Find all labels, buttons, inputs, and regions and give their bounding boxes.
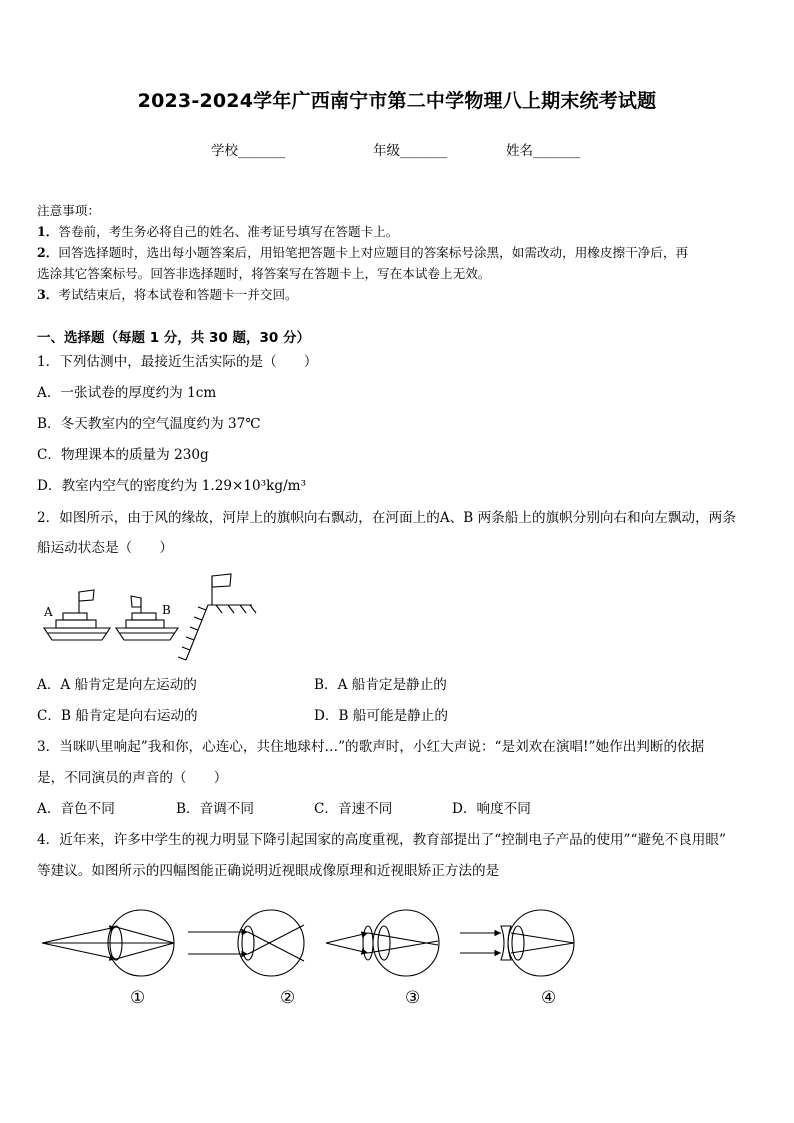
figure-caption-3: ③ bbox=[405, 988, 421, 1008]
q3-stem-line2: 是，不同演员的声音的（ ） bbox=[37, 770, 228, 786]
note-item-2 bbox=[37, 242, 688, 263]
q4-stem-line1: 4．近年来，许多中学生的视力明显下降引起国家的高度重视，教育部提出了“控制电子产品的使用”“避免不良用眼” bbox=[37, 832, 726, 848]
q3-option-c: C．音速不同 bbox=[314, 801, 393, 817]
section-heading: 一、选择题（每题 1 分，共 30 题，30 分） bbox=[37, 330, 310, 346]
eye-diagram-2 bbox=[188, 910, 304, 976]
figure-caption-1: ① bbox=[130, 988, 146, 1008]
name-field: 姓名_______ bbox=[506, 143, 581, 159]
q4-stem-line2: 等建议。如图所示的四幅图能正确说明近视眼成像原理和近视眼矫正方法的是 bbox=[37, 863, 500, 879]
q2-option-d: D．B 船可能是静止的 bbox=[314, 708, 448, 724]
grade-field: 年级_______ bbox=[373, 143, 448, 159]
q1-option-d: D．教室内空气的密度约为 1.29×10³kg/m³ bbox=[37, 478, 307, 494]
q1-option-c: C．物理课本的质量为 230g bbox=[37, 447, 209, 463]
note-text: 选涂其它答案标号。回答非选择题时，将答案写在答题卡上，写在本试卷上无效。 bbox=[37, 266, 491, 281]
note-text: 回答选择题时，选出每小题答案后，用铅笔把答题卡上对应题目的答案标号涂黑，如需改动，用橡皮擦干净后，再 bbox=[58, 245, 689, 260]
boats-figure bbox=[36, 570, 266, 665]
river-bank bbox=[178, 574, 256, 660]
q1-option-b: B．冬天教室内的空气温度约为 37℃ bbox=[37, 416, 261, 432]
page-title: 2023-2024学年广西南宁市第二中学物理八上期末统考试题 bbox=[137, 90, 657, 112]
note-text: 考试结束后，将本试卷和答题卡一并交回。 bbox=[58, 287, 298, 302]
q1-option-a: A．一张试卷的厚度约为 1cm bbox=[37, 385, 217, 401]
boat-a-label: A bbox=[44, 605, 53, 619]
note-item-3 bbox=[37, 284, 298, 305]
q3-option-d: D．响度不同 bbox=[452, 801, 531, 817]
notes-heading: 注意事项： bbox=[37, 203, 100, 218]
q1-stem: 1．下列估测中，最接近生活实际的是（ ） bbox=[37, 354, 318, 370]
boat-a bbox=[44, 590, 110, 640]
note-number: 1． bbox=[37, 224, 59, 239]
note-number: 3． bbox=[37, 287, 59, 302]
q2-option-c: C．B 船肯定是向右运动的 bbox=[37, 708, 198, 724]
eye-diagram-1 bbox=[42, 910, 174, 976]
note-item-1 bbox=[37, 221, 398, 242]
eye-figures bbox=[36, 905, 586, 985]
eye-diagram-4 bbox=[460, 910, 574, 976]
q2-stem-line1: 2．如图所示，由于风的缘故，河岸上的旗帜向右飘动，在河面上的A、B 两条船上的旗帜分别向右和向左飘动，两条 bbox=[37, 510, 736, 526]
eye-diagram-3 bbox=[326, 910, 439, 976]
note-number: 2． bbox=[37, 245, 59, 260]
q3-option-b: B．音调不同 bbox=[176, 801, 254, 817]
figure-caption-4: ④ bbox=[541, 988, 557, 1008]
q3-stem-line1: 3．当咪叭里响起”我和你，心连心，共住地球村…”的歌声时，小红大声说：“是刘欢在演唱!”她作出判断的依据 bbox=[37, 739, 705, 755]
q2-stem-line2: 船运动状态是（ ） bbox=[37, 540, 173, 556]
boat-b-label: B bbox=[162, 603, 171, 617]
q2-option-b: B．A 船肯定是静止的 bbox=[314, 677, 447, 693]
note-text: 答卷前，考生务必将自己的姓名、准考证号填写在答题卡上。 bbox=[58, 224, 399, 239]
q2-option-a: A．A 船肯定是向左运动的 bbox=[37, 677, 197, 693]
q3-option-a: A．音色不同 bbox=[37, 801, 115, 817]
figure-caption-2: ② bbox=[280, 988, 296, 1008]
note-item-2-cont bbox=[37, 263, 490, 284]
school-field: 学校_______ bbox=[211, 143, 286, 159]
